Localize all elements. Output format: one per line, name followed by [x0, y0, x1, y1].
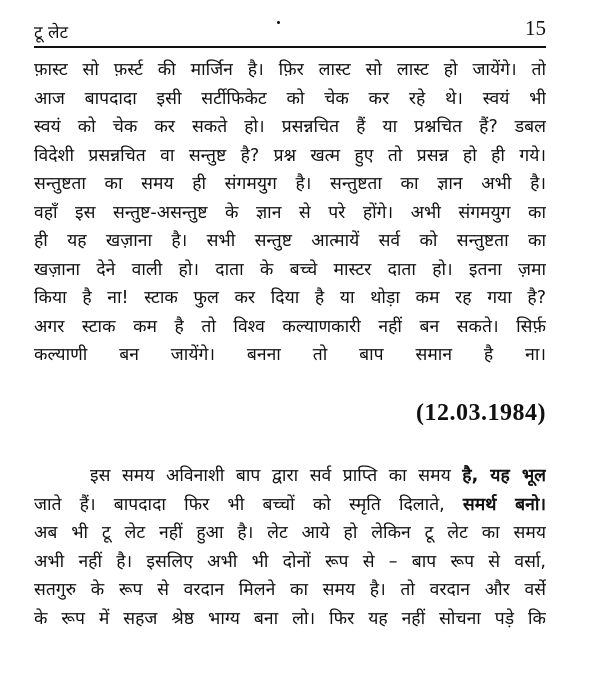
passage-line: आज बापदादा इसी सर्टीफिकेट को चेक कर रहे थे। स्वयं भी [34, 88, 546, 109]
passage-line: स्वयं को चेक कर सकते हो। प्रसन्नचित हैं या प्रश्नचित हैं? डबल [34, 117, 546, 137]
passage-line: फ़ास्ट सो फ़र्स्ट की मार्जिन है। फ़िर लास्ट सो लास्ट हो जायेंगे। तो [34, 60, 546, 80]
passage-2 [34, 462, 546, 633]
passage-text: इस समय अविनाशी बाप द्वारा सर्व प्राप्ति का समय [90, 466, 463, 486]
page-header [34, 14, 546, 44]
passage-bold-text: समर्थ बनो। [462, 494, 546, 515]
passage-line: कल्याणी बन जायेंगे। बनना तो बाप समान है ना। [34, 345, 546, 365]
page-number: 15 [525, 16, 546, 40]
passage-text: जाते हैं। बापदादा फिर भी बच्चों को स्मृति दिलाते, [34, 494, 463, 515]
passage-line: खज़ाना देने वाली हो। दाता के बच्चे मास्टर दाता हो। इतना ज़मा [34, 259, 546, 280]
passage-line [34, 491, 546, 520]
passage-line: वहाँ इस सन्तुष्ट-असन्तुष्ट के ज्ञान से परे होंगे। अभी संगमयुग का [34, 202, 546, 223]
passage-line: सतगुरु के रूप से वरदान मिलने का समय है। तो वरदान और वर्से [34, 580, 546, 600]
passage-line: अब भी टू लेट नहीं हुआ है। लेट आये हो लेकिन टू लेट का समय [34, 523, 546, 543]
passage-date: (12.03.1984) [416, 400, 546, 426]
passage-line [34, 462, 546, 491]
header-rule [34, 46, 546, 48]
passage-line: सन्तुष्टता का समय ही संगमयुग है। सन्तुष्टता का ज्ञान अभी है। [34, 174, 546, 194]
passage-line: के रूप में सहज श्रेष्ठ भाग्य बना लो। फिर यह नहीं सोचना पड़े कि [34, 608, 546, 629]
running-title: टू लेट [34, 23, 69, 43]
passage-line: विदेशी प्रसन्नचित वा सन्तुष्ट है? प्रश्न खत्म हुए तो प्रसन्न हो ही गये। [34, 145, 546, 166]
passage-line: अभी नहीं है। इसलिए अभी भी दोनों रूप से – बाप रूप से वर्सा, [34, 551, 546, 572]
passage-line: किया है ना! स्टाक फुल कर दिया है या थोड़ा कम रह गया है? [34, 288, 546, 308]
passage-bold-text: है, यह भूल [462, 466, 546, 486]
passage-line: ही यह खज़ाना है। सभी सन्तुष्ट आत्मायें सर्व को सन्तुष्टता का [34, 231, 546, 251]
print-speck [277, 21, 280, 24]
passage-line: अगर स्टाक कम है तो विश्व कल्याणकारी नहीं बन सकते। सिर्फ़ [34, 316, 546, 337]
passage-1 [34, 56, 546, 370]
